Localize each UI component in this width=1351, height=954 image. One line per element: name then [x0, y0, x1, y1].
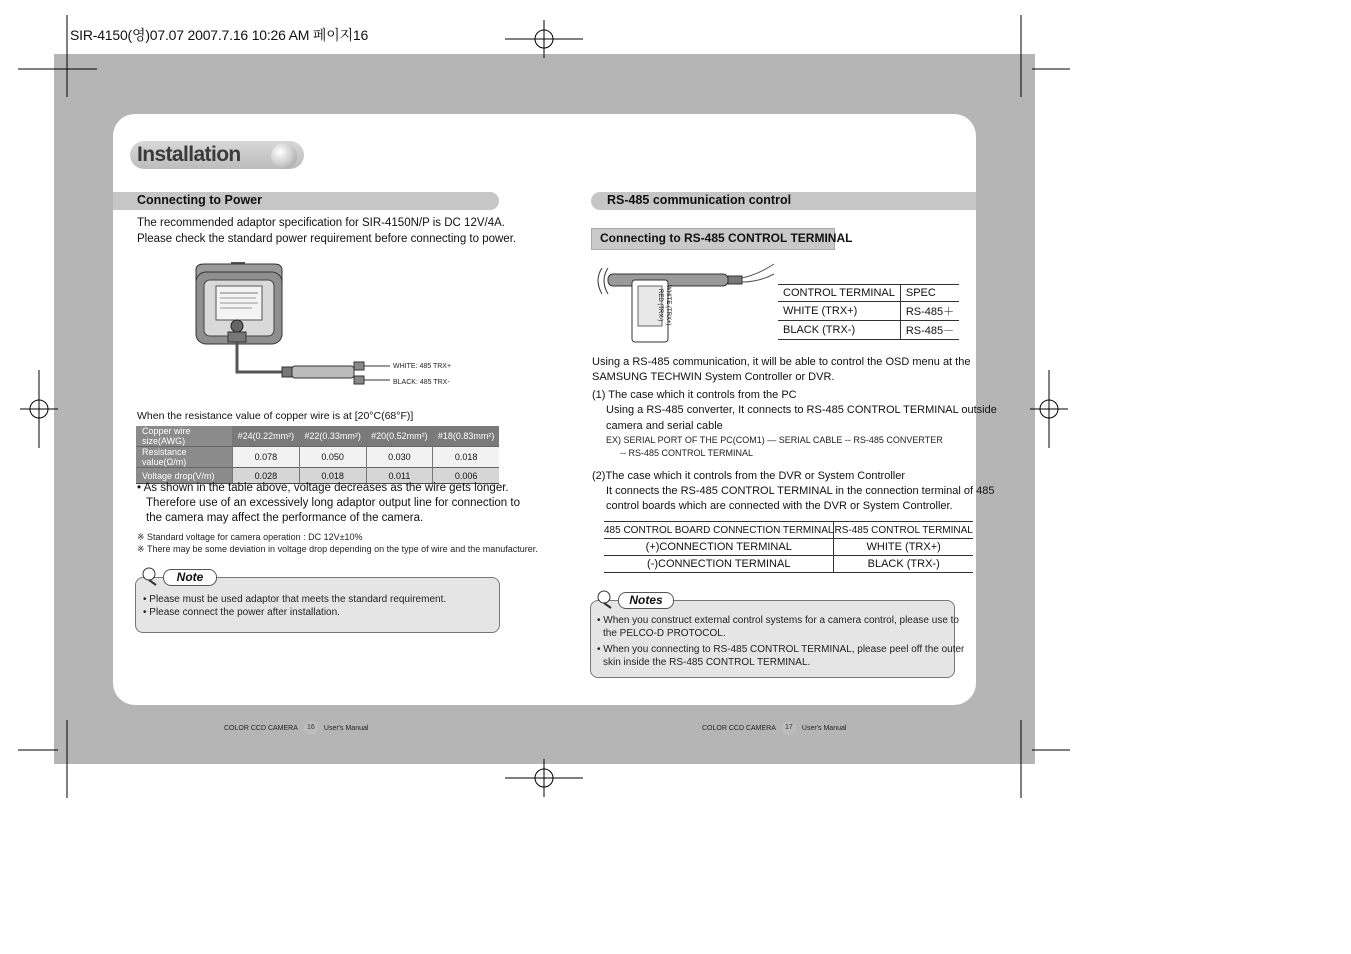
small-note-1: Standard voltage for camera operation : DC 12V±10%	[147, 532, 363, 542]
board-table-cell: WHITE (TRX+)	[834, 539, 973, 556]
board-table	[604, 521, 973, 573]
control-terminal-table	[778, 284, 959, 340]
para1-line-1: Using a RS-485 communication, it will be able to control the OSD menu at the	[592, 356, 971, 368]
intro-line-2: Please check the standard power requirement before connecting to power.	[137, 233, 517, 245]
footer-manual: User's Manual	[801, 724, 847, 732]
wire-table-cell: 0.011	[366, 468, 433, 484]
case1-title: (1) The case which it controls from the PC	[592, 389, 797, 401]
case2-title: (2)The case which it controls from the DVR or System Controller	[592, 470, 905, 482]
title-ball-icon	[271, 143, 297, 169]
board-table-header-cell: RS-485 CONTROL TERMINAL	[834, 522, 973, 539]
wire-table-header-cell: #20(0.52mm²)	[366, 426, 433, 447]
board-table-cell: (+)CONNECTION TERMINAL	[604, 539, 834, 556]
notes-item-1b: the PELCO-D PROTOCOL.	[603, 628, 726, 639]
section-title-rs485: RS-485 communication control	[607, 193, 792, 207]
wire-table-header-cell: #22(0.33mm²)	[299, 426, 366, 447]
bullet-line-1: • As shown in the table above, voltage decreases as the wire gets longer.	[137, 482, 509, 494]
table-row	[136, 447, 499, 468]
wire-table	[136, 426, 499, 484]
ct-cell: SPEC	[900, 285, 959, 302]
ct-cell: BLACK (TRX-)	[778, 321, 900, 340]
wire-table-cell: 0.028	[233, 468, 300, 484]
wire-table-header-cell: #18(0.83mm²)	[433, 426, 499, 447]
small-note-2: There may be some deviation in voltage drop depending on the type of wire and the manufacturer.	[147, 544, 538, 554]
wire-table-cell: 0.018	[299, 468, 366, 484]
notes-item-2a: • When you connecting to RS-485 CONTROL TERMINAL, please peel off the outer	[597, 644, 965, 655]
case2-line-1: It connects the RS-485 CONTROL TERMINAL in the connection terminal of 485	[606, 485, 995, 497]
reference-mark-icon: ※	[137, 532, 145, 542]
para1-line-2: SAMSUNG TECHWIN System Controller or DVR.	[592, 371, 835, 383]
ct-cell: WHITE (TRX+)	[778, 302, 900, 321]
page-number: 17	[782, 721, 796, 735]
cable-tag-white: WHITE (TRX+)	[665, 284, 671, 326]
wire-table-header-cell: Copper wire size(AWG)	[136, 426, 233, 447]
ct-cell: RS-485＋	[900, 302, 959, 321]
board-table-cell: (-)CONNECTION TERMINAL	[604, 556, 834, 573]
print-header: SIR-4150(영)07.07 2007.7.16 10:26 AM 페이지16	[70, 27, 369, 43]
rs485-cable-figure	[594, 260, 776, 346]
wire-table-cell: 0.050	[299, 447, 366, 468]
wire-table-header-cell: #24(0.22mm²)	[233, 426, 300, 447]
intro-line-1: The recommended adaptor specification for SIR-4150N/P is DC 12V/4A.	[137, 217, 505, 229]
page-title: Installation	[137, 143, 241, 166]
footer-product: COLOR CCD CAMERA	[702, 724, 776, 732]
footer-manual: User's Manual	[323, 724, 369, 732]
footer-product: COLOR CCD CAMERA	[224, 724, 298, 732]
bullet-line-2: Therefore use of an excessively long adaptor output line for connection to	[146, 497, 520, 509]
pencil-hand-icon	[595, 588, 619, 610]
section-title-power: Connecting to Power	[137, 193, 262, 207]
cable-tag	[638, 284, 672, 326]
wire-label-black: BLACK: 485 TRX-	[393, 379, 450, 386]
pencil-hand-icon	[140, 565, 164, 587]
table-row	[778, 302, 959, 321]
board-table-header-cell: 485 CONTROL BOARD CONNECTION TERMINAL	[604, 522, 834, 539]
case2-line-2: control boards which are connected with the DVR or System Controller.	[606, 500, 953, 512]
notes-label: Notes	[618, 592, 674, 609]
footer-right	[702, 721, 846, 735]
bullet-line-3: the camera may affect the performance of the camera.	[146, 512, 424, 524]
board-table-cell: BLACK (TRX-)	[834, 556, 973, 573]
case1-example-1: EX) SERIAL PORT OF THE PC(COM1) — SERIAL CABLE -- RS-485 CONVERTER	[606, 435, 943, 445]
wire-table-cell: Voltage drop(V/m)	[136, 468, 233, 484]
case1-line-1: Using a RS-485 converter, It connects to RS-485 CONTROL TERMINAL outside	[606, 404, 997, 416]
ct-cell: RS-485－	[900, 321, 959, 340]
note-item-1: • Please must be used adaptor that meets the standard requirement.	[143, 594, 447, 605]
wire-table-header	[136, 426, 499, 447]
cable-tag-red: RED (TRX-)	[657, 288, 663, 322]
table-row	[604, 556, 973, 573]
wire-table-cell: Resistance value(Ω/m)	[136, 447, 233, 468]
note-item-2: • Please connect the power after installation.	[143, 607, 340, 618]
case1-example-2: -- RS-485 CONTROL TERMINAL	[620, 448, 754, 458]
notes-item-1a: • When you construct external control systems for a camera control, please use to	[597, 615, 959, 626]
reference-mark-icon: ※	[137, 544, 145, 554]
ct-cell: CONTROL TERMINAL	[778, 285, 900, 302]
table-row	[778, 285, 959, 302]
wire-table-cell: 0.030	[366, 447, 433, 468]
case1-line-2: camera and serial cable	[606, 420, 723, 432]
footer-left	[224, 721, 368, 735]
subsection-title: Connecting to RS-485 CONTROL TERMINAL	[600, 231, 853, 245]
notes-item-2b: skin inside the RS-485 CONTROL TERMINAL.	[603, 657, 811, 668]
wire-label-white: WHITE: 485 TRX+	[393, 363, 452, 370]
page-number: 16	[304, 721, 318, 735]
wire-table-cell: 0.078	[233, 447, 300, 468]
table-row	[778, 321, 959, 340]
table-row	[604, 522, 973, 539]
table-row	[604, 539, 973, 556]
wire-table-cell: 0.006	[433, 468, 499, 484]
wire-table-cell: 0.018	[433, 447, 499, 468]
note-label: Note	[163, 569, 217, 586]
table-caption: When the resistance value of copper wire is at [20°C(68°F)]	[137, 410, 414, 422]
